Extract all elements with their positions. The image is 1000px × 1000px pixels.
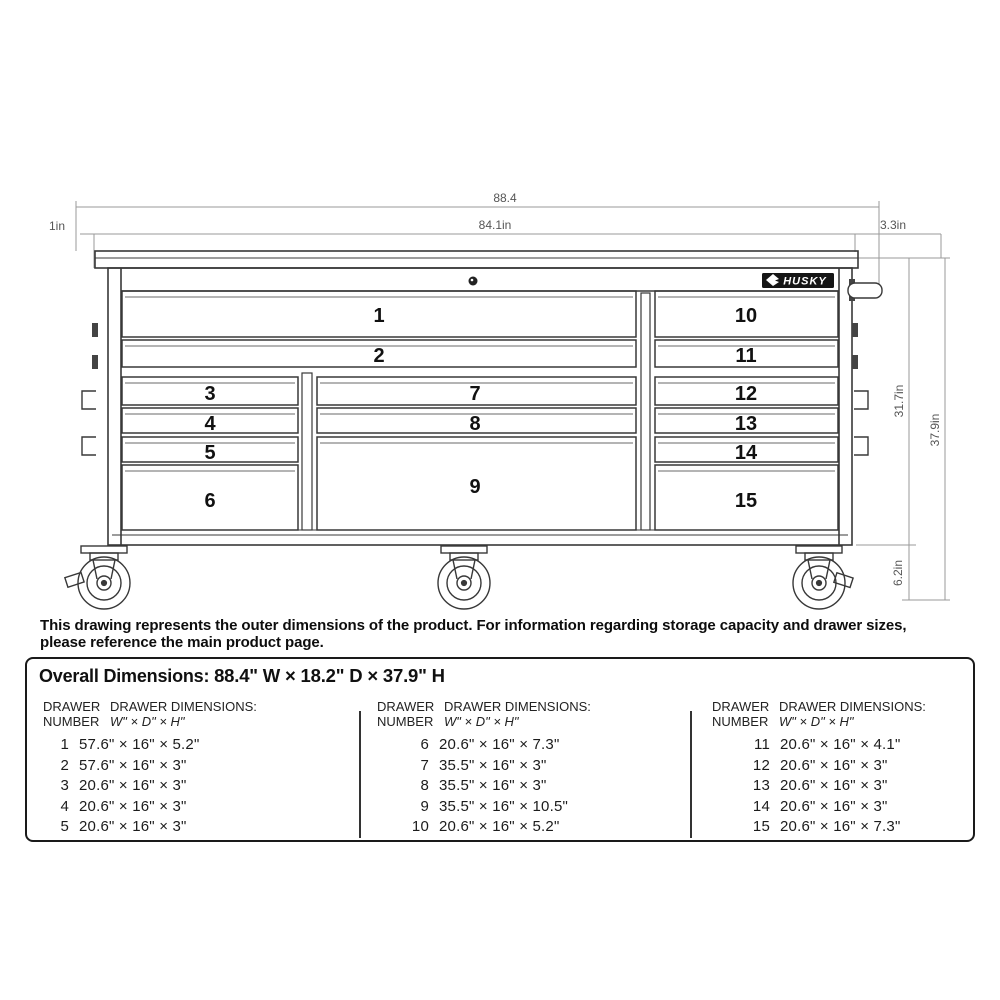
column-divider bbox=[359, 711, 361, 838]
table-row bbox=[43, 756, 353, 777]
drawer-column-1 bbox=[43, 699, 353, 838]
dim-right-overhang-label: 3.3in bbox=[879, 218, 907, 232]
table-row bbox=[43, 776, 353, 797]
drawer-number: 15 bbox=[752, 818, 770, 836]
table-row bbox=[742, 756, 962, 777]
drawer-dims: 20.6" × 16" × 3" bbox=[780, 777, 888, 795]
dim-body-height-label: 31.7in bbox=[892, 384, 906, 418]
drawer-number: 6 bbox=[420, 736, 429, 753]
drawer-dims: 57.6" × 16" × 5.2" bbox=[79, 736, 200, 753]
drawer-number: 8 bbox=[420, 777, 429, 795]
header-number: NUMBER bbox=[377, 714, 434, 729]
drawer-number: 7 bbox=[420, 756, 429, 774]
table-row bbox=[742, 817, 962, 838]
caster-left bbox=[65, 546, 130, 609]
header-wdh: W" × D" × H" bbox=[444, 714, 519, 729]
drawer-7-label: 7 bbox=[469, 383, 481, 405]
drawer-dims: 20.6" × 16" × 3" bbox=[79, 797, 187, 815]
dim-top-width-label: 84.1in bbox=[478, 218, 512, 232]
drawer-2-label: 2 bbox=[373, 345, 385, 367]
stile-left-mid bbox=[302, 373, 312, 530]
drawer-dims: 20.6" × 16" × 4.1" bbox=[780, 736, 901, 753]
column-header bbox=[712, 699, 962, 729]
drawer-dims: 20.6" × 16" × 7.3" bbox=[439, 736, 560, 753]
overall-dimensions-title bbox=[39, 665, 445, 687]
table-row bbox=[742, 735, 962, 756]
caster-center bbox=[438, 546, 490, 609]
drawer-number: 14 bbox=[752, 797, 770, 815]
header-dimensions: DRAWER DIMENSIONS: bbox=[779, 699, 926, 714]
header-drawer: DRAWER bbox=[377, 699, 435, 714]
drawer-11-label: 11 bbox=[735, 345, 757, 367]
table-row bbox=[401, 817, 687, 838]
disclaimer-line-2: please reference the main product page. bbox=[40, 633, 324, 651]
header-drawer: DRAWER bbox=[712, 699, 770, 714]
drawer-number: 1 bbox=[60, 736, 69, 753]
drawer-number: 9 bbox=[420, 797, 429, 815]
worktop bbox=[95, 251, 858, 268]
drawer-13-label: 13 bbox=[734, 413, 758, 435]
table-row bbox=[43, 735, 353, 756]
column-header bbox=[377, 699, 687, 729]
header-drawer: DRAWER bbox=[43, 699, 101, 714]
table-row bbox=[43, 817, 353, 838]
column-divider bbox=[690, 711, 692, 838]
overall-dimensions-label: Overall Dimensions: bbox=[39, 666, 210, 686]
keyhole-lock-icon bbox=[469, 277, 478, 286]
table-row bbox=[742, 776, 962, 797]
brake-lever bbox=[834, 573, 853, 588]
drawer-9-label: 9 bbox=[469, 476, 481, 498]
dimensions-table bbox=[25, 657, 975, 842]
side-handle bbox=[848, 283, 882, 298]
header-wdh: W" × D" × H" bbox=[779, 714, 854, 729]
drawer-dims: 20.6" × 16" × 3" bbox=[79, 777, 187, 795]
disclaimer-note bbox=[40, 618, 970, 651]
drawer-5-label: 5 bbox=[204, 442, 216, 464]
drawer-number: 3 bbox=[60, 777, 69, 795]
drawer-dims: 20.6" × 16" × 3" bbox=[780, 797, 888, 815]
drawer-column-2 bbox=[377, 699, 687, 838]
drawer-1-label: 1 bbox=[373, 305, 385, 327]
drawer-dims: 20.6" × 16" × 3" bbox=[79, 818, 187, 836]
drawer-dims: 35.5" × 16" × 10.5" bbox=[439, 797, 569, 815]
caster-right bbox=[793, 546, 853, 609]
husky-logo-text: HUSKY bbox=[783, 275, 827, 288]
drawer-column-3 bbox=[712, 699, 962, 838]
drawer-6-label: 6 bbox=[204, 490, 216, 512]
table-row bbox=[401, 797, 687, 818]
table-row bbox=[401, 735, 687, 756]
drawer-dims: 20.6" × 16" × 3" bbox=[780, 756, 888, 774]
drawer-15-label: 15 bbox=[734, 490, 758, 512]
drawer-8-label: 8 bbox=[469, 413, 481, 435]
table-row bbox=[401, 756, 687, 777]
dim-left-overhang-label: 1in bbox=[48, 219, 66, 233]
tool-chest-technical-drawing bbox=[0, 185, 1000, 615]
table-row bbox=[43, 797, 353, 818]
header-wdh: W" × D" × H" bbox=[110, 714, 185, 729]
stile-mid-right bbox=[641, 293, 650, 530]
overall-dimensions-value: 88.4" W × 18.2" D × 37.9" H bbox=[214, 665, 445, 686]
drawer-number: 4 bbox=[60, 797, 69, 815]
dim-caster-height-label: 6.2in bbox=[891, 559, 905, 587]
table-row bbox=[742, 797, 962, 818]
header-number: NUMBER bbox=[43, 714, 100, 729]
column-header bbox=[43, 699, 353, 729]
table-row bbox=[401, 776, 687, 797]
drawer-number: 11 bbox=[754, 736, 770, 753]
drawer-dims: 35.5" × 16" × 3" bbox=[439, 777, 547, 795]
disclaimer-line-1: This drawing represents the outer dimensions of the product. For information regarding storage capacity and drawer sizes, bbox=[40, 617, 907, 634]
header-dimensions: DRAWER DIMENSIONS: bbox=[444, 699, 591, 714]
drawer-number: 13 bbox=[752, 777, 770, 795]
drawer-number: 2 bbox=[60, 756, 69, 774]
header-dimensions: DRAWER DIMENSIONS: bbox=[110, 699, 257, 714]
drawer-14-label: 14 bbox=[734, 442, 758, 464]
drawer-number: 10 bbox=[411, 818, 429, 836]
drawer-number: 12 bbox=[752, 756, 770, 774]
dim-total-height-label: 37.9in bbox=[928, 413, 942, 447]
header-number: NUMBER bbox=[712, 714, 769, 729]
drawer-dims: 20.6" × 16" × 5.2" bbox=[439, 818, 560, 836]
brake-lever bbox=[65, 572, 84, 587]
drawer-number: 5 bbox=[60, 818, 69, 836]
drawer-3-label: 3 bbox=[204, 383, 216, 405]
drawer-10-label: 10 bbox=[734, 305, 758, 327]
drawer-dims: 20.6" × 16" × 7.3" bbox=[780, 818, 901, 836]
drawer-12-label: 12 bbox=[734, 383, 758, 405]
dim-overall-width-label: 88.4 bbox=[493, 191, 517, 205]
drawer-4-label: 4 bbox=[204, 413, 216, 435]
drawer-dims: 57.6" × 16" × 3" bbox=[79, 756, 187, 774]
drawer-dims: 35.5" × 16" × 3" bbox=[439, 756, 547, 774]
husky-logo bbox=[762, 273, 834, 288]
